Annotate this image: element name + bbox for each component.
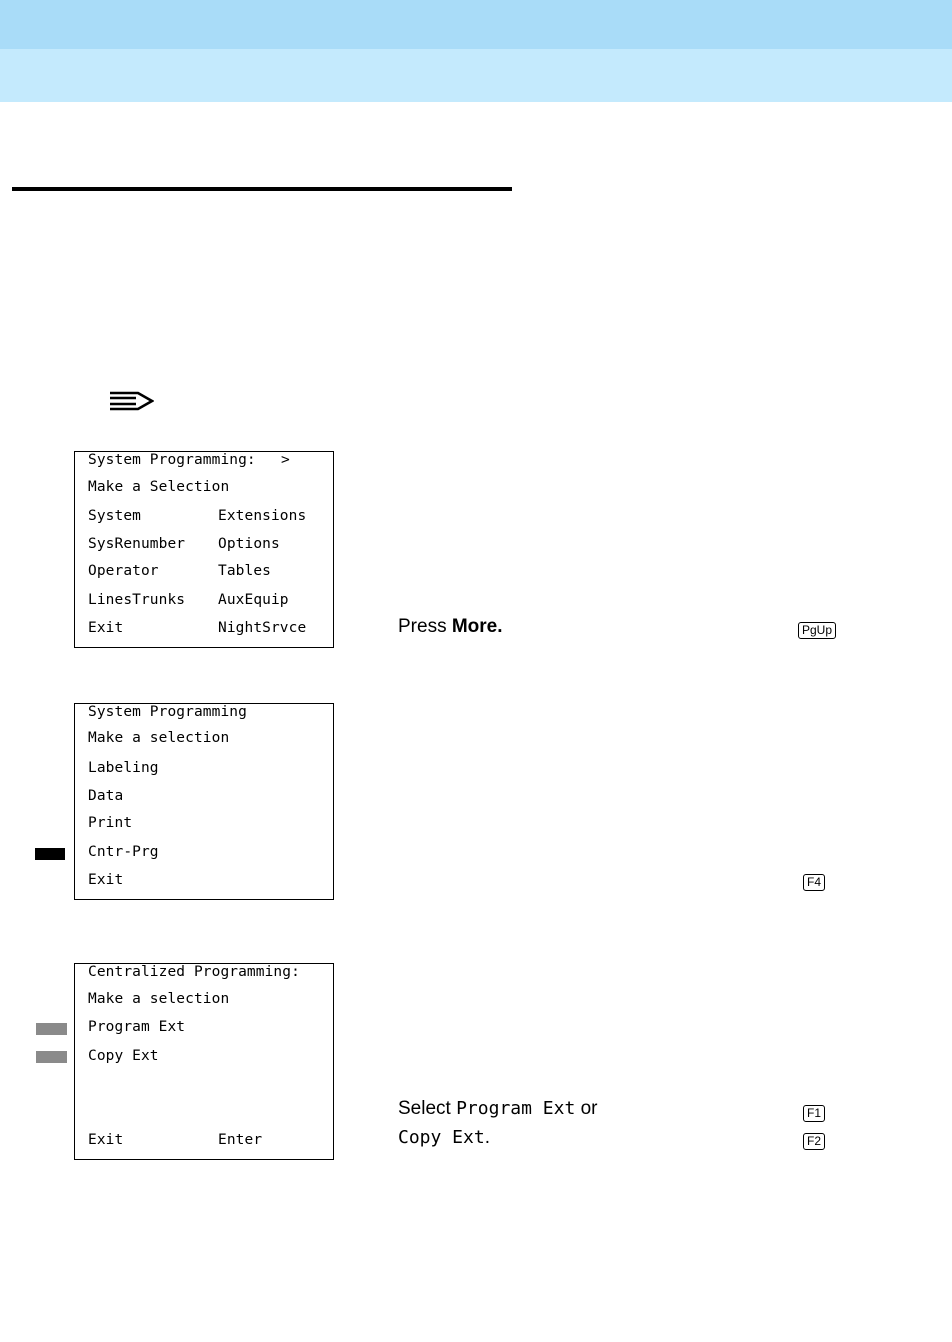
instruction-or: or (575, 1098, 598, 1119)
menu-option-enter[interactable]: Enter (218, 1132, 263, 1148)
menu-option-tables[interactable]: Tables (218, 563, 271, 579)
key-f4[interactable]: F4 (803, 874, 825, 891)
menu-option-linestrunks[interactable]: LinesTrunks (88, 592, 186, 608)
menu-option-exit[interactable]: Exit (88, 620, 124, 636)
header-band-bottom (0, 49, 952, 102)
menu-option-auxequip[interactable]: AuxEquip (218, 592, 289, 608)
menu-option-data[interactable]: Data (88, 788, 124, 804)
section-rule (12, 187, 512, 191)
instruction-program-ext: Program Ext (456, 1098, 576, 1119)
screen-prompt: Make a Selection (88, 479, 230, 495)
screen-title: System Programming (88, 704, 247, 720)
screen-prompt: Make a selection (88, 991, 230, 1007)
menu-option-operator[interactable]: Operator (88, 563, 159, 579)
screen-prompt: Make a selection (88, 730, 230, 746)
instruction-period: . (484, 1127, 490, 1148)
menu-option-nightsrvce[interactable]: NightSrvce (218, 620, 307, 636)
menu-option-exit[interactable]: Exit (88, 872, 124, 888)
menu-option-print[interactable]: Print (88, 815, 133, 831)
key-f2[interactable]: F2 (803, 1133, 825, 1150)
menu-option-extensions[interactable]: Extensions (218, 508, 307, 524)
menu-option-sysrenumber[interactable]: SysRenumber (88, 536, 186, 552)
instruction-more-label: More. (451, 616, 503, 637)
menu-option-options[interactable]: Options (218, 536, 280, 552)
key-f1[interactable]: F1 (803, 1105, 825, 1122)
display-screen-system-programming (74, 451, 334, 648)
selected-line-marker (35, 848, 65, 860)
display-screen-centralized-programming (74, 963, 334, 1160)
more-arrow: > (281, 452, 290, 468)
option-marker-program-ext (36, 1023, 67, 1035)
screen-title: Centralized Programming: (88, 964, 300, 980)
menu-option-system[interactable]: System (88, 508, 141, 524)
key-pgup[interactable]: PgUp (798, 622, 836, 639)
menu-option-exit[interactable]: Exit (88, 1132, 124, 1148)
header-band-top (0, 0, 952, 49)
display-screen-system-programming-2 (74, 703, 334, 900)
instruction-select-line2 (398, 1127, 490, 1149)
menu-option-program-ext[interactable]: Program Ext (88, 1019, 186, 1035)
instruction-copy-ext: Copy Ext (398, 1127, 485, 1148)
screen-title: System Programming: (88, 452, 256, 468)
note-arrow-icon (108, 388, 154, 414)
instruction-press-more (398, 616, 503, 638)
instruction-prefix: Press (398, 616, 452, 637)
menu-option-cntr-prg[interactable]: Cntr-Prg (88, 844, 159, 860)
instruction-select-line1 (398, 1098, 598, 1120)
menu-option-copy-ext[interactable]: Copy Ext (88, 1048, 159, 1064)
option-marker-copy-ext (36, 1051, 67, 1063)
menu-option-labeling[interactable]: Labeling (88, 760, 159, 776)
instruction-select-prefix: Select (398, 1098, 457, 1119)
